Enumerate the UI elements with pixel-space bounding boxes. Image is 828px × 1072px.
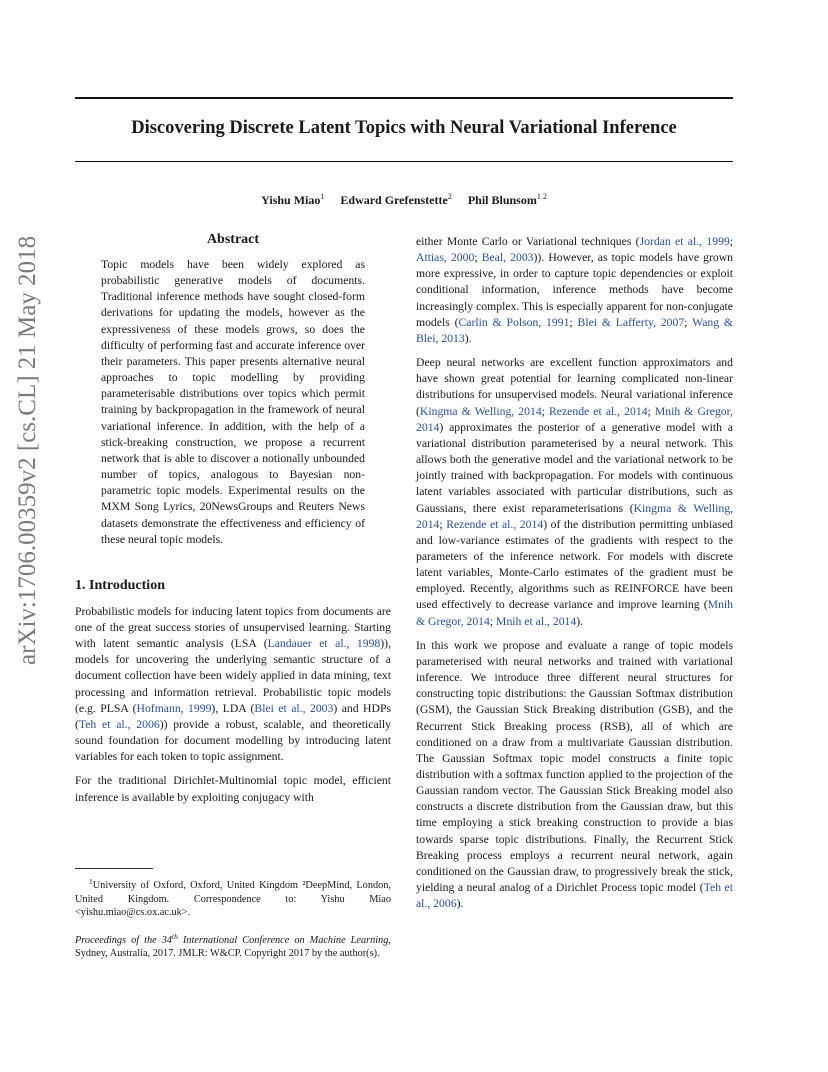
right-column (416, 234, 733, 920)
footnote-affiliations-text: University of Oxford, Oxford, United Kingdom ²DeepMind, London, United Kingdom. Correspondence to: Yishu Miao <yishu.miao@cs.ox.ac.uk>. (75, 880, 391, 918)
citation-link[interactable]: Blei et al., 2003 (254, 701, 334, 715)
footnote-proceedings (75, 930, 391, 961)
citation-link[interactable]: Kingma & Welling, 2014 (416, 501, 733, 531)
body-text: ; (489, 614, 497, 628)
citation-link[interactable]: Jordan et al., 1999 (639, 235, 730, 248)
citation-link[interactable]: Kingma & Welling, 2014 (419, 404, 542, 418)
proceedings-pre: Proceedings of the 34 (75, 934, 173, 946)
body-text: )). However, as topic models have grown more expressive, in order to capture topic dependencies or exploit conditional information, inference methods have become increasingly complex. This is especially apparent for non-conjugate models ( (416, 251, 733, 329)
body-text: ). (464, 331, 472, 345)
body-text: ), LDA ( (211, 701, 255, 715)
author-affil: 2 (447, 192, 452, 201)
citation-link[interactable]: Rezende et al., 2014 (446, 517, 544, 531)
citation-link[interactable]: Teh et al., 2006 (78, 717, 160, 731)
right-paragraph (416, 234, 733, 347)
citation-link[interactable]: Mnih & Gregor, 2014 (416, 404, 733, 434)
section-heading-introduction: 1. Introduction (75, 577, 165, 593)
body-text: ) approximates the posterior of a generative model with a variational distribution parameterised by a neural network. This allows both the generative model and the variational network to be jointly trained with backpropagation. For models with continuous latent variables associated with particular distributions, such as Gaussians, there exist reparameterisations ( (416, 420, 733, 515)
body-text: ; (439, 517, 447, 531)
body-text: )) provide a robust, scalable, and theoretically sound foundation for document modelling by introducing latent variables for each token to topic assignment. (75, 717, 391, 764)
proceedings-sup: th (172, 931, 178, 941)
intro-paragraph (75, 604, 391, 766)
citation-link[interactable]: Blei & Lafferty, 2007 (577, 315, 685, 329)
author-affil: 1 2 (536, 192, 547, 201)
body-text: ; (684, 315, 693, 329)
body-text: For the traditional Dirichlet-Multinomial topic model, efficient inference is available by exploiting conjugacy with (75, 774, 391, 804)
citation-link[interactable]: Mnih & Gregor, 2014 (416, 598, 733, 628)
citation-link[interactable]: Wang & Blei, 2013 (416, 315, 733, 345)
body-text: ). (456, 897, 464, 911)
citation-link[interactable]: Carlin & Polson, 1991 (458, 315, 570, 329)
body-text: ; (729, 235, 734, 248)
citation-link[interactable]: Beal, 2003 (481, 251, 534, 265)
body-text: ; (474, 251, 482, 265)
intro-paragraph (75, 773, 391, 805)
footnote-affiliations (75, 875, 391, 920)
title-rule-top (75, 97, 733, 99)
abstract-heading: Abstract (206, 232, 260, 247)
citation-link[interactable]: Teh et al., 2006 (416, 881, 733, 911)
body-text: )), models for uncovering the underlying semantic structure of a document collection have been widely applied in data mining, text processing and information retrieval. Probabilistic topic models (e.g. PLSA ( (75, 637, 391, 715)
left-column (75, 232, 391, 814)
body-text: ; (569, 315, 578, 329)
author-name: Edward Grefenstette (340, 193, 448, 207)
citation-link[interactable]: Landauer et al., 1998 (267, 637, 381, 651)
footnote-mark: 1 (89, 877, 93, 886)
footnote-rule (75, 868, 153, 869)
footnotes (75, 868, 391, 961)
citation-link[interactable]: Mnih et al., 2014 (496, 614, 577, 628)
body-text: Deep neural networks are excellent function approximators and have shown great potential for learning complicated non-linear distributions for unsupervised models. Neural variational inference ( (416, 356, 733, 418)
citation-link[interactable]: Attias, 2000 (416, 251, 475, 265)
proceedings-rest: , Sydney, Australia, 2017. JMLR: W&CP. Copyright 2017 by the author(s). (75, 934, 391, 959)
body-text: ). (576, 614, 584, 628)
abstract-text: Topic models have been widely explored as probabilistic generative models of documents. Traditional inference methods have sought closed-form derivations for updating the models, however as the expressiveness of these models grows, so does the difficulty of performing fast and accurate inference over their parameters. This paper presents alternative neural approaches to topic modelling by providing parameterisable distributions over topics which permit training by backpropagation in the framework of neural variational inference. In addition, with the help of a stick-breaking construction, we propose a recurrent network that is able to discover a notionally unbounded number of topics, analogous to Bayesian non-parametric topic models. Experimental results on the MXM Song Lyrics, 20NewsGroups and Reuters News datasets demonstrate the effectiveness and efficiency of these neural topic models. (101, 258, 365, 546)
body-text: either Monte Carlo or Variational techniques ( (416, 235, 640, 248)
title-rule-bottom (75, 161, 733, 162)
body-text: In this work we propose and evaluate a range of topic models parameterised with neural networks and trained with variational inference. We introduce three different neural structures for constructing topic distributions: the Gaussian Softmax distribution (GSM), the Gaussian Stick Breaking distribution (GSB), and the Recurrent Stick Breaking process (RSB), all of which are conditioned on a draw from a multivariate Gaussian distribution. The Gaussian Softmax topic model constructs a finite topic distribution with a softmax function applied to the projection of the Gaussian random vector. The Gaussian Stick Breaking model also constructs a discrete distribution from the Gaussian draw, but this time employing a stick breaking construction to provide a bias towards sparse topic distributions. Finally, the Recurrent Stick Breaking process employs a recurrent neural network, again conditioned on the Gaussian draw, to progressively break the stick, yielding a neural analog of a Dirichlet Process topic model ( (416, 638, 733, 895)
body-text: ) and HDPs ( (75, 701, 391, 731)
right-paragraph (416, 355, 733, 630)
proceedings-name: International Conference on Machine Learning (177, 934, 389, 946)
citation-link[interactable]: Hofmann, 1999 (136, 701, 212, 715)
body-text: ; (647, 404, 655, 418)
author-list (75, 192, 733, 208)
author-name: Yishu Miao (261, 193, 321, 207)
body-text: ; (541, 404, 549, 418)
body-text: ) of the distribution permitting unbiased and low-variance estimates of the gradients with respect to the parameters of the inference network. For models with discrete latent variables, Monte-Carlo estimates of the gradient must be employed. Recently, algorithms such as REINFORCE have been used effectively to decrease variance and improve learning ( (416, 517, 734, 612)
author-name: Phil Blunsom (467, 193, 537, 207)
body-text: Probabilistic models for inducing latent topics from documents are one of the great success stories of unsupervised learning. Starting with latent semantic analysis (LSA ( (75, 604, 391, 651)
citation-link[interactable]: Rezende et al., 2014 (549, 404, 648, 418)
author-affil: 1 (320, 192, 325, 201)
paper-title: Discovering Discrete Latent Topics with Neural Variational Inference (131, 118, 677, 138)
right-paragraph (416, 638, 733, 913)
